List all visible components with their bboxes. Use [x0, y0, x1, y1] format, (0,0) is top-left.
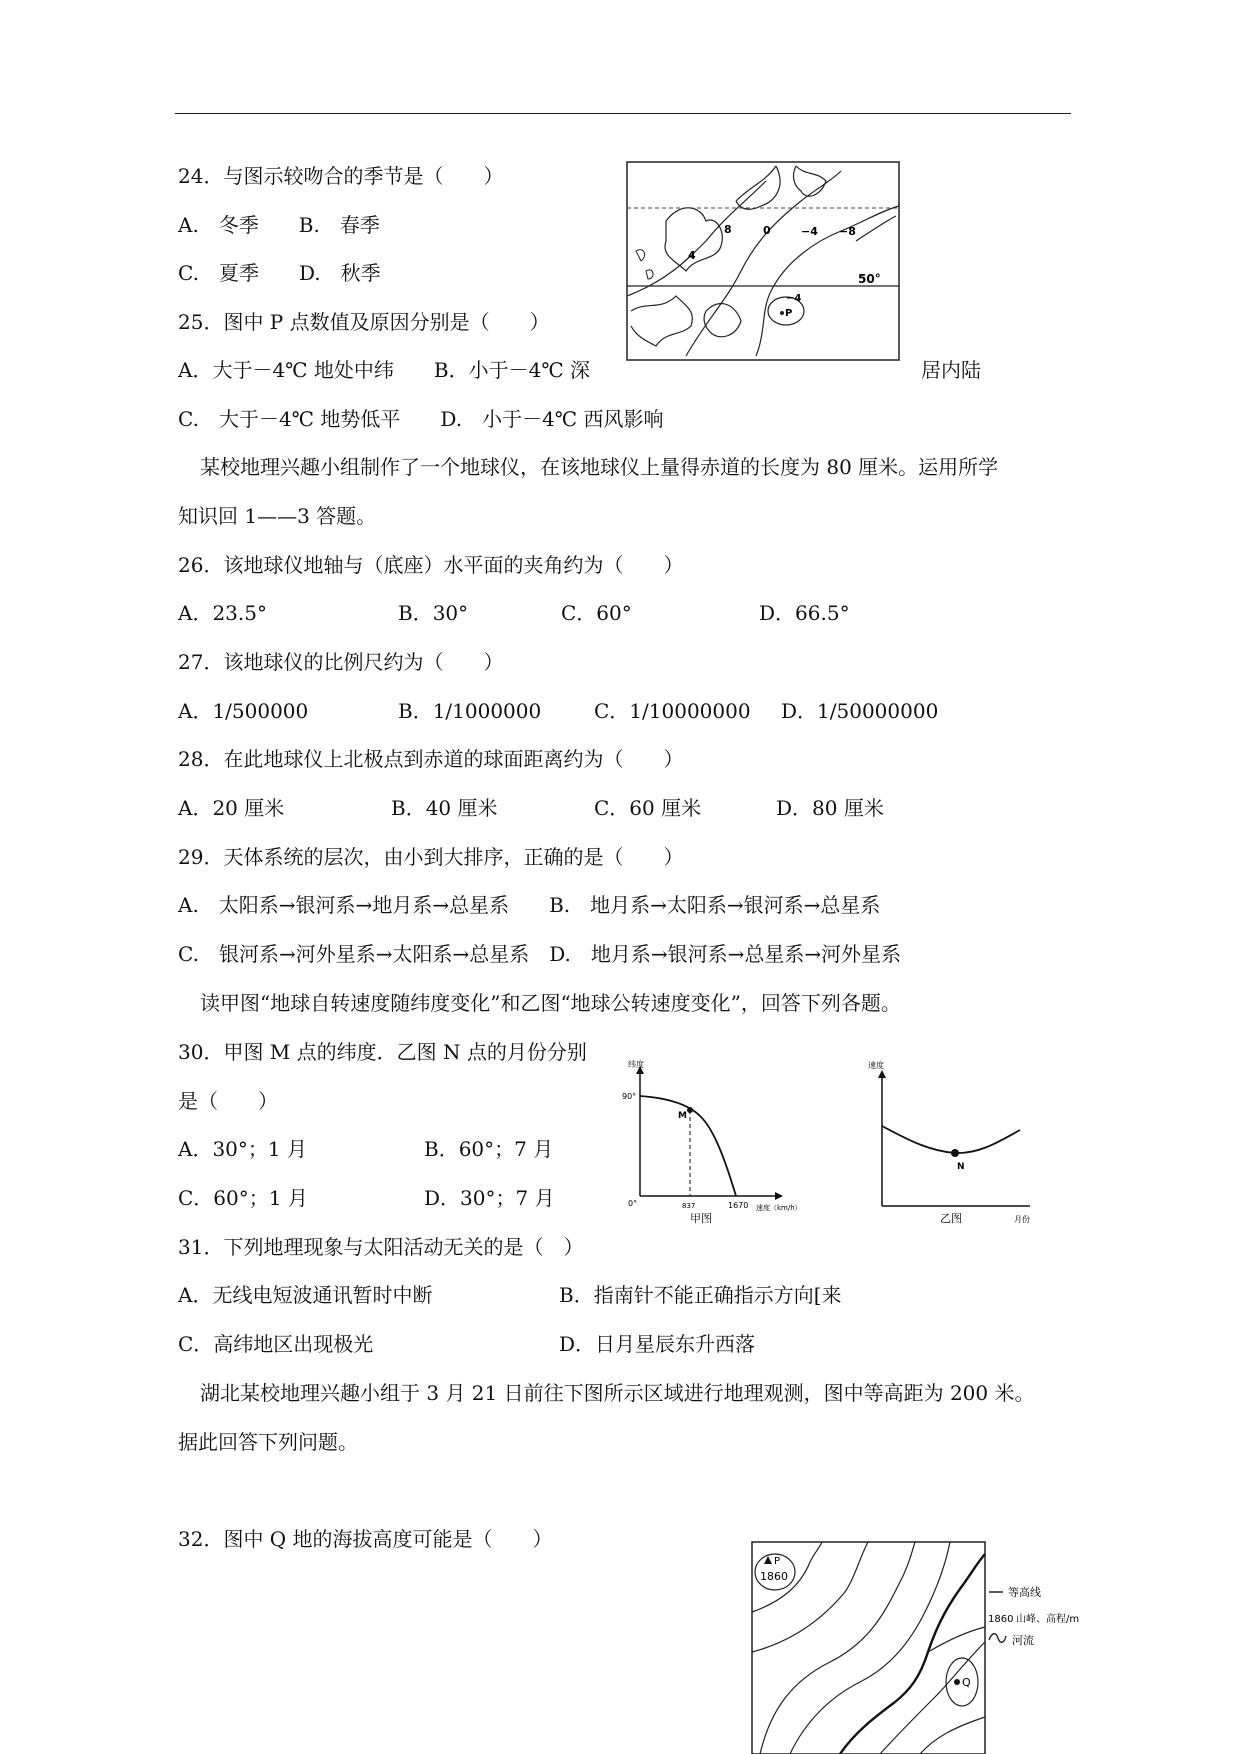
question-27-option-c: C．1/10000000	[594, 699, 751, 723]
x-axis-arrow	[775, 1192, 783, 1200]
question-31-option-b: B．指南针不能正确指示方向[来	[559, 1283, 842, 1307]
legend-river-label: 河流	[1012, 1634, 1034, 1647]
y-axis-title: 纬度	[628, 1060, 644, 1069]
figure-caption-jia: 甲图	[690, 1212, 712, 1225]
point-m	[687, 1107, 693, 1113]
figure-yi-revolution-speed	[860, 1056, 1040, 1226]
question-25-option-b-tail: 居内陆	[921, 358, 981, 382]
question-24: 24．与图示较吻合的季节是（ ）	[178, 164, 504, 188]
x-axis-title: 月份	[1014, 1215, 1030, 1224]
question-26-option-a: A．23.5°	[178, 601, 267, 625]
origin-label: 0°	[628, 1199, 638, 1208]
question-30: 30．甲图 M 点的纬度．乙图 N 点的月份分别	[178, 1040, 587, 1064]
legend-river-symbol	[989, 1634, 1006, 1643]
contour-map	[750, 1532, 1090, 1754]
revolution-speed-curve	[882, 1126, 1020, 1153]
intro-globe-cont: 知识回 1——3 答题。	[178, 504, 377, 528]
question-26-option-d: D．66.5°	[759, 601, 850, 625]
y-axis-title: 速度	[868, 1061, 884, 1070]
question-32: 32．图中 Q 地的海拔高度可能是（ ）	[178, 1527, 553, 1551]
latitude-label: 50°	[858, 272, 881, 286]
question-29-options-cd: C. 银河系→河外星系→太阳系→总星系 D. 地月系→银河系→总星系→河外星系	[178, 942, 902, 966]
question-31-option-c: C．高纬地区出现极光	[178, 1332, 374, 1356]
isotherm-label: 8	[724, 223, 732, 236]
question-26-option-b: B．30°	[398, 601, 469, 625]
question-30-cont: 是（ ）	[178, 1089, 278, 1113]
legend-peak-value: 1860	[988, 1614, 1014, 1625]
legend-peak-label: 山峰、高程/m	[1016, 1614, 1080, 1625]
question-25-options-cd: C. 大于－4℃ 地势低平 D. 小于－4℃ 西风影响	[178, 407, 664, 431]
y-axis-arrow	[878, 1070, 886, 1078]
question-25-options-ab: A．大于－4℃ 地处中纬 B．小于－4℃ 深	[178, 358, 591, 382]
isotherm-label: −4	[786, 293, 802, 304]
question-27: 27．该地球仪的比例尺约为（ ）	[178, 650, 504, 674]
question-30-option-b: B．60°；7 月	[424, 1137, 554, 1161]
header-rule	[175, 113, 1071, 114]
isotherm-label: −8	[839, 225, 856, 238]
question-28: 28．在此地球仪上北极点到赤道的球面距离约为（ ）	[178, 747, 684, 771]
question-29: 29．天体系统的层次，由小到大排序，正确的是（ ）	[178, 845, 684, 869]
intro-globe: 某校地理兴趣小组制作了一个地球仪，在该地球仪上量得赤道的长度为 80 厘米。运用所学	[200, 455, 999, 479]
question-26: 26．该地球仪地轴与（底座）水平面的夹角约为（ ）	[178, 553, 684, 577]
peak-p-label: P	[774, 1556, 781, 1567]
x-tick-1670: 1670	[728, 1201, 749, 1210]
isotherm-label: 0	[763, 224, 771, 237]
x-tick-837: 837	[682, 1202, 696, 1210]
question-28-option-b: B．40 厘米	[391, 796, 498, 820]
question-30-option-d: D．30°；7 月	[424, 1186, 555, 1210]
point-m-label: M	[678, 1111, 687, 1121]
point-p-label: P	[785, 308, 793, 319]
isotherm-label: −4	[801, 225, 818, 238]
question-28-option-c: C．60 厘米	[594, 796, 702, 820]
question-28-option-a: A．20 厘米	[178, 796, 285, 820]
question-27-option-a: A．1/500000	[178, 699, 309, 723]
question-27-option-d: D．1/50000000	[781, 699, 939, 723]
intro-contour-map: 湖北某校地理兴趣小组于 3 月 21 日前往下图所示区域进行地理观测，图中等高距为 200 米。	[200, 1381, 1035, 1405]
question-30-option-c: C．60°；1 月	[178, 1186, 308, 1210]
y-axis-top-tick: 90°	[622, 1092, 637, 1101]
isotherm-map	[626, 161, 900, 361]
point-n	[951, 1149, 959, 1157]
question-29-options-ab: A. 太阳系→银河系→地月系→总星系 B. 地月系→太阳系→银河系→总星系	[178, 893, 881, 917]
x-axis-title: 速度（km/h）	[756, 1204, 802, 1212]
point-p-marker	[780, 311, 784, 315]
point-q-label: Q	[962, 1676, 971, 1689]
point-n-label: N	[957, 1162, 965, 1172]
question-26-option-c: C．60°	[561, 601, 632, 625]
isotherm-label: 4	[688, 249, 696, 262]
question-31-option-d: D．日月星辰东升西落	[559, 1332, 756, 1356]
question-31-option-a: A．无线电短波通讯暂时中断	[178, 1283, 433, 1307]
intro-contour-map-cont: 据此回答下列问题。	[178, 1430, 358, 1454]
legend-contour-label: 等高线	[1008, 1586, 1041, 1599]
question-28-option-d: D．80 厘米	[776, 796, 884, 820]
peak-elevation: 1860	[760, 1570, 788, 1583]
question-24-options-ab: A. 冬季 B. 春季	[178, 213, 380, 237]
question-31: 31．下列地理现象与太阳活动无关的是（ ）	[178, 1235, 584, 1259]
question-30-option-a: A．30°；1 月	[178, 1137, 307, 1161]
intro-rotation-figures: 读甲图“地球自转速度随纬度变化”和乙图“地球公转速度变化”，回答下列各题。	[200, 991, 901, 1015]
point-q-marker	[954, 1679, 960, 1685]
figure-jia-rotation-speed	[618, 1056, 802, 1226]
question-27-option-b: B．1/1000000	[398, 699, 542, 723]
question-24-options-cd: C. 夏季 D. 秋季	[178, 261, 381, 285]
figure-caption-yi: 乙图	[940, 1212, 962, 1225]
question-25: 25．图中 P 点数值及原因分别是（ ）	[178, 310, 550, 334]
